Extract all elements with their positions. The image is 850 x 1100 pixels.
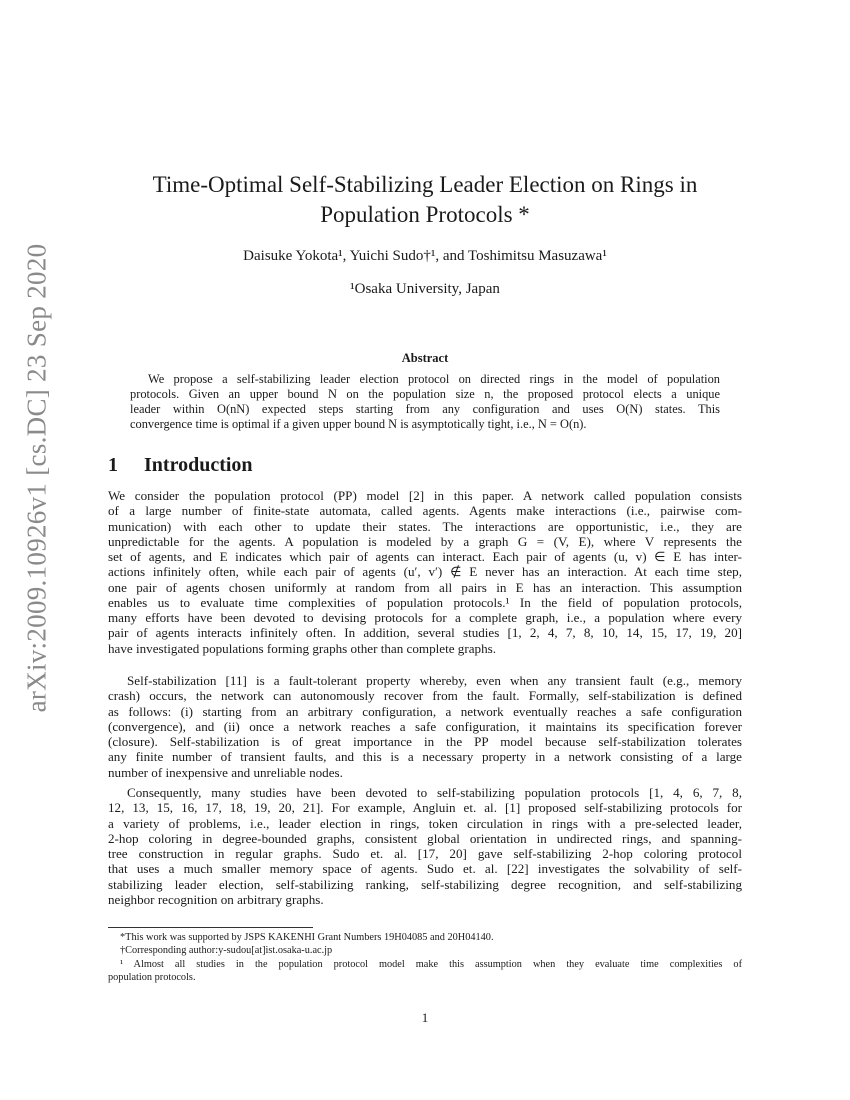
paragraph-line: unpredictable for the agents. A population is modeled by a graph G = (V, E), where V represents the (108, 533, 742, 549)
section-number: 1 (108, 454, 118, 476)
paragraph-line: any finite number of transient faults, and this is a necessary property in a network consisting of a large (108, 749, 742, 765)
section-heading (108, 454, 253, 477)
paragraph-line: a variety of problems, i.e., leader election in rings, token circulation in rings with a pre-selected leader, (108, 815, 742, 831)
paragraph-line: crash) occurs, the network can autonomously recover from the fault. Formally, self-stabilization is defined (108, 688, 742, 704)
paragraph-line: set of agents, and E indicates which pair of agents can interact. Each pair of agents (u, v) ∈ E has inter- (108, 549, 742, 564)
authors: Daisuke Yokota¹, Yuichi Sudo†¹, and Toshimitsu Masuzawa¹ (243, 248, 607, 264)
footnote: *This work was supported by JSPS KAKENHI Grant Numbers 19H04085 and 20H04140. (120, 932, 494, 943)
abstract-line: We propose a self-stabilizing leader election protocol on directed rings in the model of population (148, 372, 720, 386)
paragraph-line: enables us to evaluate time complexities of population protocols.¹ In the field of population protocols, (108, 594, 742, 610)
paragraph-line: actions infinitely often, while each pair of agents (u′, v′) ∉ E never has an interaction. At each time step, (108, 564, 742, 580)
paper-title-line-2: Population Protocols * (320, 202, 530, 227)
paragraph-line: pair of agents interacts infinitely often. In addition, several studies [1, 2, 4, 7, 8, 10, 14, 15, 17, 19, 20] (108, 625, 742, 641)
paragraph-line: 12, 13, 15, 16, 17, 18, 19, 20, 21]. For example, Angluin et. al. [1] proposed self-stabilizing protocols for (108, 800, 742, 816)
paragraph-line: as follows: (i) starting from an arbitrary configuration, a network eventually reaches a safe configuration (108, 703, 742, 719)
paragraph-line: munication) with each other to update their states. The interactions are opportunistic, i.e., they are (108, 518, 742, 534)
paragraph-line: Self-stabilization [11] is a fault-tolerant property whereby, even when any transient fault (e.g., memory (127, 673, 742, 688)
footnote: population protocols. (108, 972, 196, 983)
affiliation: ¹Osaka University, Japan (350, 281, 500, 297)
abstract-line: convergence time is optimal if a given upper bound N is asymptotically tight, i.e., N = O(n). (130, 417, 587, 431)
footnote-rule (108, 927, 313, 928)
paragraph-line: many efforts have been devoted to devising protocols for a complete graph, i.e., a population where every (108, 610, 742, 625)
paragraph-line: 2-hop coloring in degree-bounded graphs, consistent global orientation in undirected rings, and spanning- (108, 830, 742, 846)
page-number: 1 (421, 1010, 429, 1025)
paragraph-line: Consequently, many studies have been devoted to self-stabilizing population protocols [1, 4, 6, 7, 8, (127, 785, 742, 800)
paragraph-line: of a large number of finite-state automata, called agents. Agents make interactions (i.e., pairwise com- (108, 503, 742, 519)
arxiv-identifier-sidebar: arXiv:2009.10926v1 [cs.DC] 23 Sep 2020 (21, 243, 52, 713)
paragraph-line: (closure). Self-stabilization is of great importance in the PP model because self-stabilization tolerates (108, 734, 742, 749)
paragraph-line: number of inexpensive and unreliable nodes. (108, 764, 343, 780)
paragraph-line: one pair of agents chosen uniformly at random from all pairs in E has an interaction. This assumption (108, 579, 742, 595)
paragraph-line: tree construction in regular graphs. Sudo et. al. [17, 20] gave self-stabilizing 2-hop coloring protocol (108, 846, 742, 861)
footnote: †Corresponding author:y-sudou[at]ist.osaka-u.ac.jp (120, 945, 333, 956)
paper-title-line-1: Time-Optimal Self-Stabilizing Leader Election on Rings in (152, 172, 698, 197)
abstract-line: protocols. Given an upper bound N on the population size n, the proposed protocol elects a unique (130, 387, 720, 401)
paragraph-line: We consider the population protocol (PP) model [2] in this paper. A network called population consists (108, 488, 742, 503)
section-title: Introduction (144, 454, 253, 476)
abstract-heading: Abstract (401, 351, 449, 365)
paragraph-line: have investigated populations forming graphs other than complete graphs. (108, 640, 496, 656)
footnote: ¹ Almost all studies in the population protocol model make this assumption when they evaluate time complexities of (120, 959, 742, 970)
abstract-line: leader within O(nN) expected steps starting from any configuration and uses O(N) states. This (130, 402, 720, 416)
paragraph-line: that uses a much smaller memory space of agents. Sudo et. al. [22] investigates the solvability of self- (108, 861, 742, 877)
paragraph-line: stabilizing leader election, self-stabilizing ranking, self-stabilizing degree recognition, and self-stabilizing (108, 876, 742, 892)
paragraph-line: neighbor recognition on arbitrary graphs. (108, 891, 324, 907)
paragraph-line: (convergence), and (ii) once a network reaches a safe configuration, it maintains its specification forever (108, 718, 742, 734)
